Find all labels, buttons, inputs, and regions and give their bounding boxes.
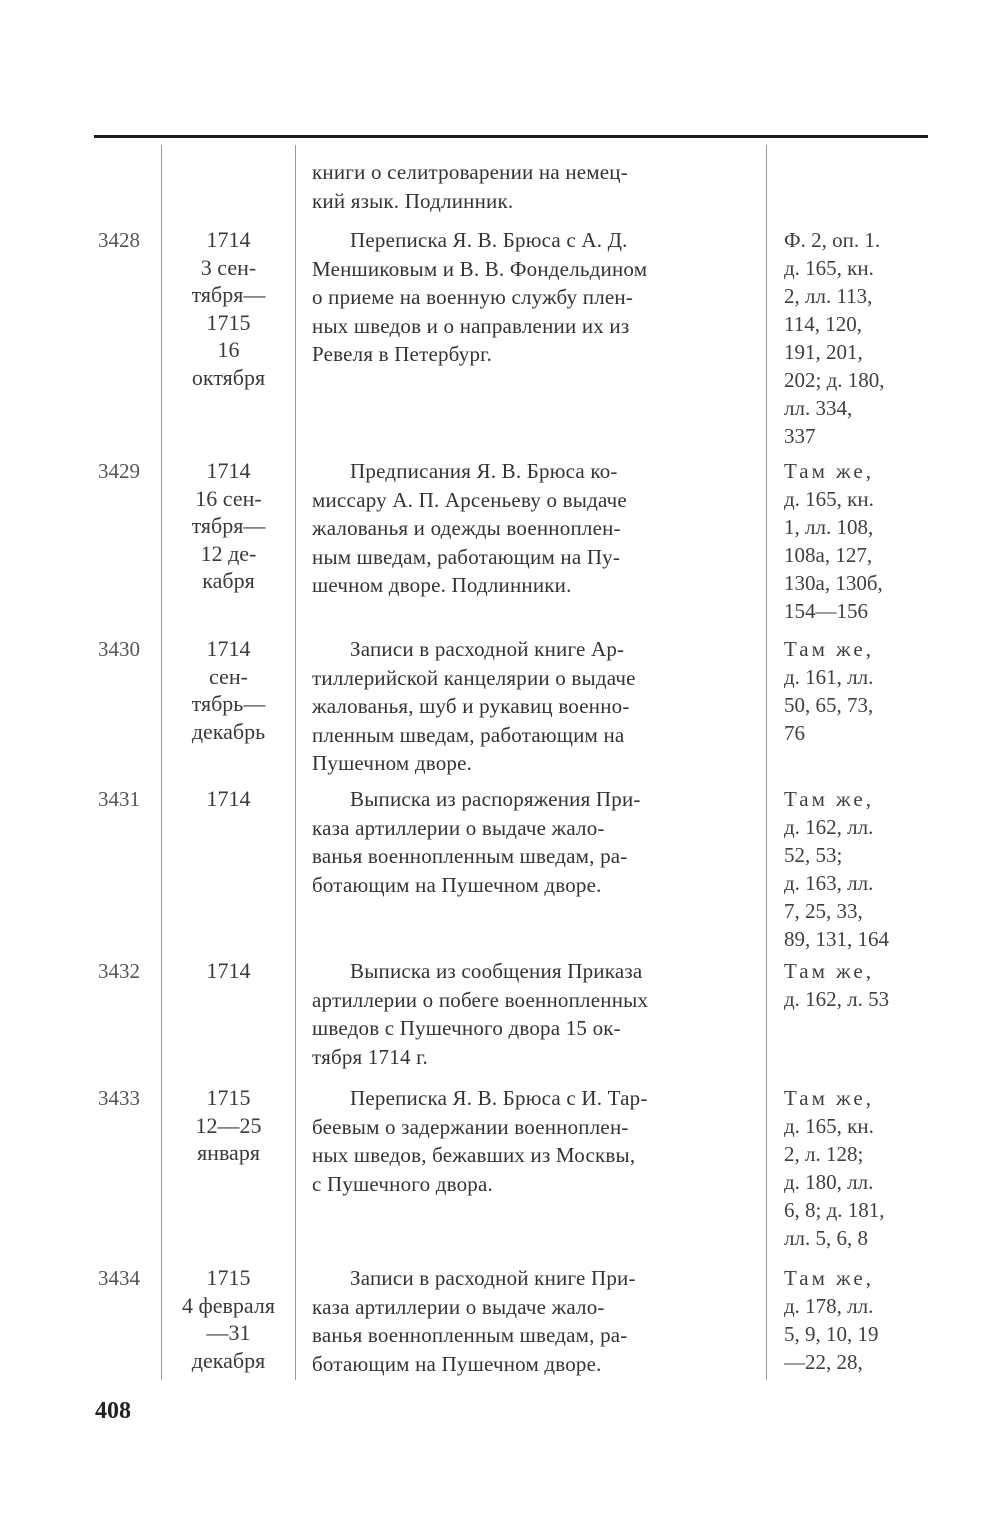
ref-line: 52, 53; [784, 843, 843, 867]
desc-line: миссару А. П. Арсеньеву о выдаче [312, 487, 627, 512]
desc-line: беевым о задержании военноплен- [312, 1114, 629, 1139]
ref-line: д. 161, лл. [784, 665, 874, 689]
date-line: кабря [202, 568, 255, 593]
entry-description [312, 226, 758, 369]
desc-line: жалованья, шуб и рукавиц военно- [312, 694, 630, 718]
date-line: —31 [206, 1320, 251, 1345]
ref-line: 76 [784, 721, 805, 745]
desc-line: Переписка Я. В. Брюса с А. Д. [350, 228, 628, 252]
ref-line: —22, 28, [784, 1350, 863, 1374]
date-line: декабря [191, 1347, 266, 1373]
date-line: 1714 [206, 958, 251, 983]
ref-line: д. 180, лл. [784, 1170, 874, 1194]
entry-number: 3429 [98, 459, 140, 483]
top-rule [94, 135, 928, 138]
ref-line: 5, 9, 10, 19 [784, 1322, 879, 1346]
entry-reference [784, 226, 934, 450]
ref-line: 202; д. 180, [784, 368, 885, 392]
column-divider-1 [161, 145, 162, 1380]
ref-line: д. 163, лл. [784, 871, 874, 895]
desc-line: тября 1714 г. [312, 1044, 428, 1069]
ref-line: лл. 5, 6, 8 [784, 1226, 868, 1250]
desc-line: Пушечном дворе. [312, 751, 473, 775]
ref-line: Там же, [784, 787, 874, 811]
date-line: тябрь— [191, 691, 266, 716]
desc-line: Записи в расходной книге Ар- [350, 637, 625, 661]
entry-number: 3431 [98, 787, 140, 811]
continuation-description [312, 158, 758, 215]
ref-line: д. 178, лл. [784, 1294, 874, 1318]
ref-line: 89, 131, 164 [784, 927, 889, 951]
ref-line: Там же, [784, 637, 874, 661]
desc-line: тиллерийской канцелярии о выдаче [312, 665, 636, 690]
desc-line: ванья военнопленным шведам, ра- [312, 844, 628, 868]
date-line: января [197, 1140, 260, 1165]
entry-description [312, 785, 758, 899]
ref-line: лл. 334, [784, 396, 853, 420]
date-line: 1714 [206, 227, 251, 252]
desc-line: Выписка из сообщения Приказа [350, 959, 643, 983]
entry-reference [784, 635, 934, 747]
ref-line: 6, 8; д. 181, [784, 1198, 885, 1222]
desc-line: шечном дворе. Подлинники. [312, 573, 572, 597]
ref-line: д. 165, кн. [784, 1114, 874, 1138]
desc-line: жалованья и одежды военноплен- [312, 516, 621, 540]
ref-line: 191, 201, [784, 340, 863, 364]
date-line: 3 сен- [200, 254, 257, 280]
entry-date [166, 957, 291, 985]
desc-line: пленным шведам, работающим на [312, 722, 625, 747]
desc-line: книги о селитроварении на немец- [312, 160, 628, 184]
ref-line: 50, 65, 73, [784, 693, 874, 717]
entry-reference [784, 785, 934, 953]
ref-line: 2, лл. 113, [784, 284, 873, 308]
entry-date [166, 226, 291, 391]
entry-number: 3430 [98, 637, 140, 661]
entry-number: 3433 [98, 1086, 140, 1110]
date-line: 4 февраля [182, 1292, 275, 1318]
ref-line: Там же, [784, 459, 874, 483]
ref-line: д. 165, кн. [784, 487, 874, 511]
ref-line: 337 [784, 424, 816, 448]
date-line: 12—25 [195, 1112, 262, 1138]
date-line: 1715 [206, 1085, 251, 1110]
desc-line: ных шведов, бежавших из Москвы, [312, 1143, 636, 1167]
date-line: 1715 [206, 1265, 251, 1290]
entry-date [166, 457, 291, 595]
date-line: 12 де- [200, 540, 257, 566]
entry-description [312, 957, 758, 1071]
date-line: 1714 [206, 458, 251, 483]
desc-line: каза артиллерии о выдаче жало- [312, 815, 605, 840]
ref-line: д. 162, лл. [784, 815, 874, 839]
date-line: октября [191, 364, 266, 390]
ref-line: 2, л. 128; [784, 1142, 864, 1166]
ref-line: д. 162, л. 53 [784, 987, 890, 1011]
entry-description [312, 1084, 758, 1198]
desc-line: ным шведам, работающим на Пу- [312, 544, 621, 569]
entry-date [166, 635, 291, 745]
desc-line: Меншиковым и В. В. Фондельдином [312, 256, 648, 281]
desc-line: с Пушечного двора. [312, 1171, 493, 1196]
desc-line: каза артиллерии о выдаче жало- [312, 1294, 605, 1319]
date-line: 1714 [206, 786, 251, 811]
entry-number: 3432 [98, 959, 140, 983]
ref-line: Там же, [784, 1266, 874, 1290]
desc-line: Предписания Я. В. Брюса ко- [350, 459, 618, 483]
entry-date [166, 1264, 291, 1374]
ref-line: 108а, 127, [784, 543, 873, 567]
entry-reference [784, 1084, 934, 1252]
desc-line: кий язык. Подлинник. [312, 188, 514, 213]
ref-line: 7, 25, 33, [784, 899, 863, 923]
date-line: 1715 [206, 309, 251, 335]
date-line: 16 [217, 337, 240, 362]
entry-reference [784, 957, 934, 1013]
desc-line: ных шведов и о направлении их из [312, 313, 630, 338]
ref-line: 114, 120, [784, 312, 862, 336]
ref-line: Там же, [784, 1086, 874, 1110]
entry-description [312, 1264, 758, 1378]
desc-line: артиллерии о побеге военнопленных [312, 987, 649, 1012]
date-line: тября— [191, 513, 266, 538]
desc-line: Записи в расходной книге При- [350, 1266, 636, 1290]
date-line: сен- [209, 663, 248, 689]
ref-line: Там же, [784, 959, 874, 983]
entry-date [166, 785, 291, 813]
ref-line: Ф. 2, оп. 1. [784, 228, 881, 252]
date-line: 1714 [206, 636, 251, 661]
entry-reference [784, 1264, 934, 1376]
desc-line: Переписка Я. В. Брюса с И. Тар- [350, 1086, 648, 1110]
desc-line: о приеме на военную службу плен- [312, 285, 634, 309]
date-line: декабрь [191, 718, 266, 744]
entry-description [312, 457, 758, 600]
date-line: тября— [191, 282, 266, 307]
ref-line: 130а, 130б, [784, 571, 883, 595]
desc-line: ванья военнопленным шведам, ра- [312, 1323, 628, 1347]
column-divider-3 [766, 145, 767, 1380]
entry-reference [784, 457, 934, 625]
ref-line: 1, лл. 108, [784, 515, 874, 539]
entry-description [312, 635, 758, 778]
entry-number: 3434 [98, 1266, 140, 1290]
desc-line: ботающим на Пушечном дворе. [312, 1351, 602, 1376]
desc-line: шведов с Пушечного двора 15 ок- [312, 1016, 621, 1040]
desc-line: ботающим на Пушечном дворе. [312, 872, 602, 897]
desc-line: Выписка из распоряжения При- [350, 787, 641, 811]
desc-line: Ревеля в Петербург. [312, 342, 493, 366]
ref-line: д. 165, кн. [784, 256, 874, 280]
ref-line: 154—156 [784, 599, 868, 623]
entry-number: 3428 [98, 228, 140, 252]
column-divider-2 [295, 145, 296, 1380]
entry-date [166, 1084, 291, 1167]
page-number: 408 [95, 1398, 131, 1424]
date-line: 16 сен- [195, 485, 262, 511]
